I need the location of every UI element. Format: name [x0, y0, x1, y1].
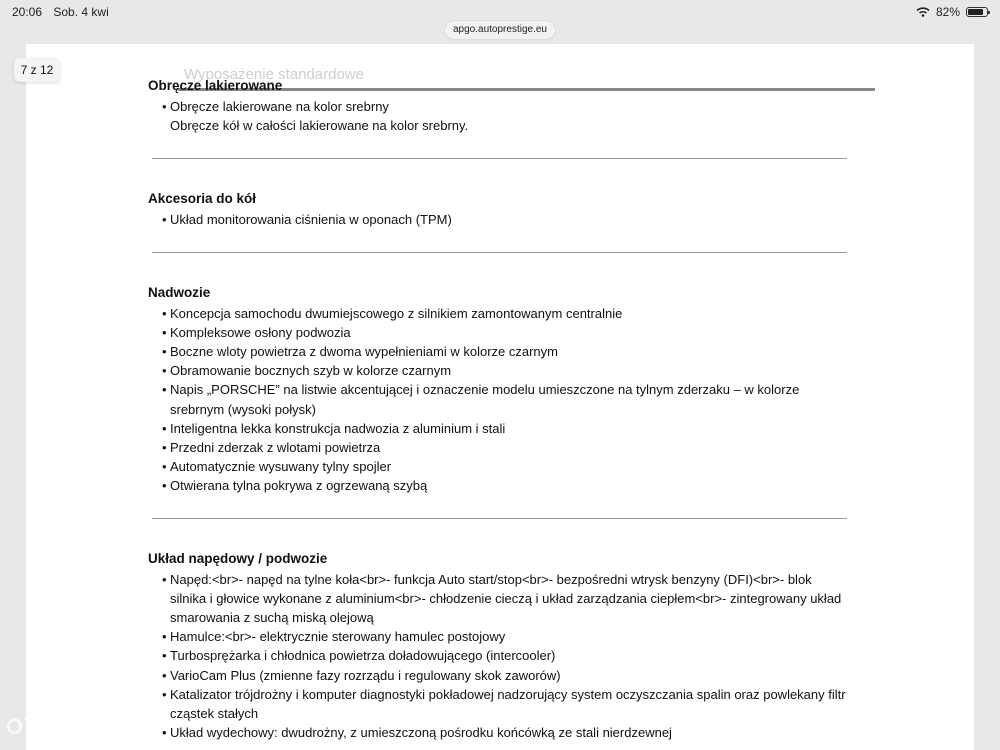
section-list: [148, 304, 848, 496]
section-title: Akcesoria do kół: [148, 191, 257, 207]
list-item: • Napis „PORSCHE” na listwie akcentującej i oznaczenie modelu umieszczone na tylnym zderzaku – w kolorze srebrnym (wysoki połysk): [148, 380, 848, 418]
watermark-logo: OTOMOTO: [6, 714, 126, 739]
section-wheel-accessories: [148, 189, 848, 229]
section-list: [148, 97, 848, 116]
list-item: • Otwierana tylna pokrywa z ogrzewaną szybą: [148, 476, 848, 495]
status-left: [12, 5, 117, 19]
list-item: • Automatycznie wysuwany tylny spojler: [148, 457, 848, 476]
section-list: [148, 570, 848, 743]
section-title: Nadwozie: [148, 284, 211, 300]
section-body: [148, 283, 848, 496]
list-item: • Kompleksowe osłony podwozia: [148, 323, 848, 342]
list-item: • Katalizator trójdrożny i komputer diagnostyki pokładowej nadzorujący system oczyszczania spalin oraz powlekany filtr cząstek stałych: [148, 685, 848, 723]
list-item: • Koncepcja samochodu dwumiejscowego z silnikiem zamontowanym centralnie: [148, 304, 848, 323]
url-bar[interactable]: [445, 21, 555, 39]
status-time: 20:06: [12, 5, 43, 19]
list-item: • Inteligentna lekka konstrukcja nadwozia z aluminium i stali: [148, 419, 848, 438]
section-drivetrain: [148, 549, 848, 743]
section-rims: [148, 76, 848, 135]
list-item: • Napęd:<br>- napęd na tylne koła<br>- funkcja Auto start/stop<br>- bezpośredni wtrysk benzyny (DFI)<br>- blok silnika i głowice wykonane z aluminium<br>- chłodzenie cieczą i układ zarządzania ciepłem<br>- zintegrowany układ smarowania z suchą miską olejową: [148, 570, 848, 628]
section-title: Obręcze lakierowane: [148, 78, 283, 93]
list-item: • Obręcze lakierowane na kolor srebrny: [148, 97, 848, 116]
battery-icon: [966, 7, 988, 17]
list-item: • Turbosprężarka i chłodnica powietrza doładowującego (intercooler): [148, 646, 848, 665]
list-item: • VarioCam Plus (zmienne fazy rozrządu i regulowany skok zaworów): [148, 666, 848, 685]
list-item: • Układ wydechowy: dwudrożny, z umieszczoną pośrodku końcówką ze stali nierdzewnej: [148, 723, 848, 742]
wifi-icon: [916, 7, 930, 17]
battery-percent: 82%: [935, 5, 960, 19]
page-indicator: [14, 58, 60, 82]
document-content: [148, 76, 848, 742]
page-indicator-text: 7 z 12: [20, 63, 54, 77]
list-item: • Obramowanie bocznych szyb w kolorze czarnym: [148, 361, 848, 380]
list-item: • Układ monitorowania ciśnienia w oponach (TPM): [148, 210, 848, 229]
faded-section-header: Wyposażenie standardowe: [184, 66, 364, 83]
url-text: apgo.autoprestige.eu: [453, 24, 547, 35]
section-list: [148, 210, 848, 229]
item-note: Obręcze kół w całości lakierowane na kolor srebrny.: [170, 118, 469, 134]
list-item: • Boczne wloty powietrza z dwoma wypełnieniami w kolorze czarnym: [148, 342, 848, 361]
list-item: • Przedni zderzak z wlotami powietrza: [148, 438, 848, 457]
list-item: • Hamulce:<br>- elektrycznie sterowany hamulec postojowy: [148, 627, 848, 646]
section-title: Układ napędowy / podwozie: [148, 550, 328, 566]
status-date: Sob. 4 kwi: [53, 5, 109, 19]
status-right: [916, 5, 988, 19]
